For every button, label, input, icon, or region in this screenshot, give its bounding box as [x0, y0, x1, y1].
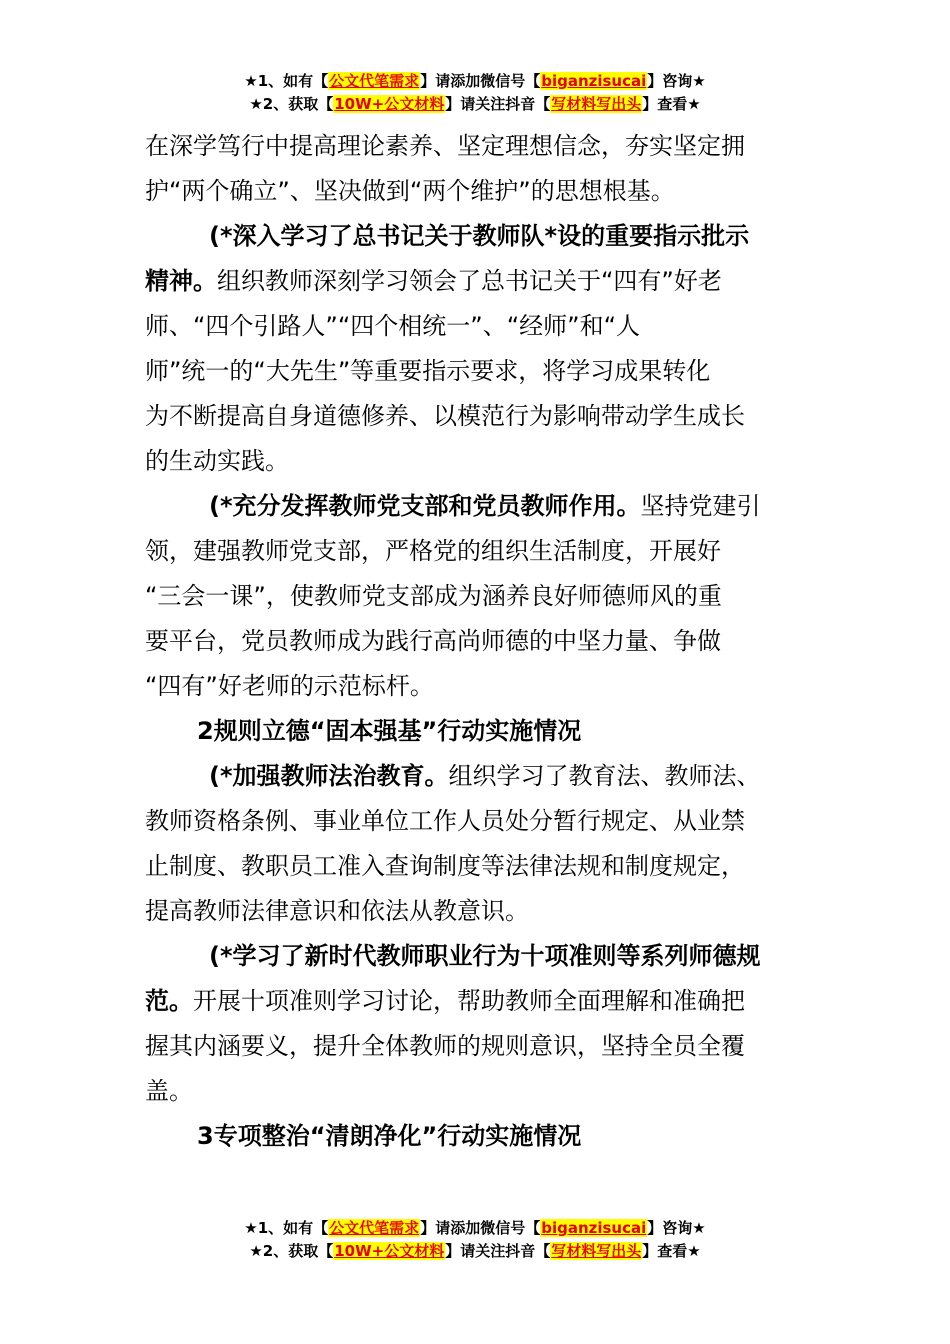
- body-line: 领，建强教师党支部，严格党的组织生活制度，开展好: [145, 537, 721, 565]
- body-line: 要平台，党员教师成为践行高尚师德的中坚力量、争做: [145, 627, 721, 655]
- body-line: 教师资格条例、事业单位工作人员处分暂行规定、从业禁: [145, 807, 745, 835]
- body-line: 握其内涵要义，提升全体教师的规则意识，坚持全员全覆: [145, 1032, 745, 1060]
- highlight-service: 公文代笔需求: [329, 1219, 420, 1237]
- body-line: 盖。: [145, 1077, 193, 1105]
- body-line: 提高教师法律意识和依法从教意识。: [145, 897, 529, 925]
- document-body: [145, 124, 795, 1159]
- body-line: 师”统一的“大先生”等重要指示要求，将学习成果转化: [145, 357, 711, 385]
- body-line: [145, 214, 795, 259]
- section-heading-3: 3专项整治“清朗净化”行动实施情况: [197, 1122, 582, 1150]
- body-line: “三会一课”，使教师党支部成为涵养良好师德师风的重: [145, 582, 722, 610]
- item-heading: (*加强教师法治教育。: [209, 762, 449, 790]
- body-line: 的生动实践。: [145, 447, 289, 475]
- item-heading: 范。: [145, 987, 193, 1015]
- body-line: (*加强教师法治教育。组织学习了教育法、教师法、: [209, 762, 761, 790]
- body-line: 止制度、教职员工准入查询制度等法律法规和制度规定，: [145, 852, 745, 880]
- body-line: 精神。组织教师深刻学习领会了总书记关于“四有”好老: [145, 267, 722, 295]
- item-heading: 精神。: [145, 267, 217, 295]
- highlight-materials: 10W+公文材料: [334, 95, 445, 113]
- item-heading: (*深入学习了总书记关于教师队*设的重要指示批示: [209, 222, 750, 250]
- body-line: 在深学笃行中提高理论素养、坚定理想信念，夯实坚定拥: [145, 132, 745, 160]
- body-line: 范。开展十项准则学习讨论，帮助教师全面理解和准确把: [145, 987, 745, 1015]
- body-line: (*充分发挥教师党支部和党员教师作用。坚持党建引: [209, 492, 761, 520]
- highlight-wechat-id: biganzisucai: [541, 72, 647, 90]
- banner-line-1: ★1、如有【公文代笔需求】请添加微信号【biganzisucai】咨询★: [244, 1219, 706, 1237]
- highlight-service: 公文代笔需求: [329, 72, 420, 90]
- body-line: 为不断提高自身道德修养、以模范行为影响带动学生成长: [145, 402, 745, 430]
- highlight-materials: 10W+公文材料: [334, 1242, 445, 1260]
- body-line: 护“两个确立”、坚决做到“两个维护”的思想根基。: [145, 177, 675, 205]
- item-heading: (*充分发挥教师党支部和党员教师作用。: [209, 492, 641, 520]
- body-line: “四有”好老师的示范标杆。: [145, 672, 434, 700]
- section-heading-2: 2规则立德“固本强基”行动实施情况: [197, 717, 582, 745]
- header-banner: [0, 70, 950, 116]
- footer-banner: [0, 1217, 950, 1263]
- banner-line-1: ★1、如有【公文代笔需求】请添加微信号【biganzisucai】咨询★: [244, 72, 706, 90]
- body-line: [145, 934, 795, 979]
- highlight-wechat-id: biganzisucai: [541, 1219, 647, 1237]
- banner-line-2: ★2、获取【10W+公文材料】请关注抖音【写材料写出头】查看★: [249, 1242, 701, 1260]
- item-heading: (*学习了新时代教师职业行为十项准则等系列师德规: [209, 942, 761, 970]
- highlight-douyin: 写材料写出头: [551, 95, 642, 113]
- highlight-douyin: 写材料写出头: [551, 1242, 642, 1260]
- banner-line-2: ★2、获取【10W+公文材料】请关注抖音【写材料写出头】查看★: [249, 95, 701, 113]
- body-line: 师、“四个引路人”“四个相统一”、“经师”和“人: [145, 312, 641, 340]
